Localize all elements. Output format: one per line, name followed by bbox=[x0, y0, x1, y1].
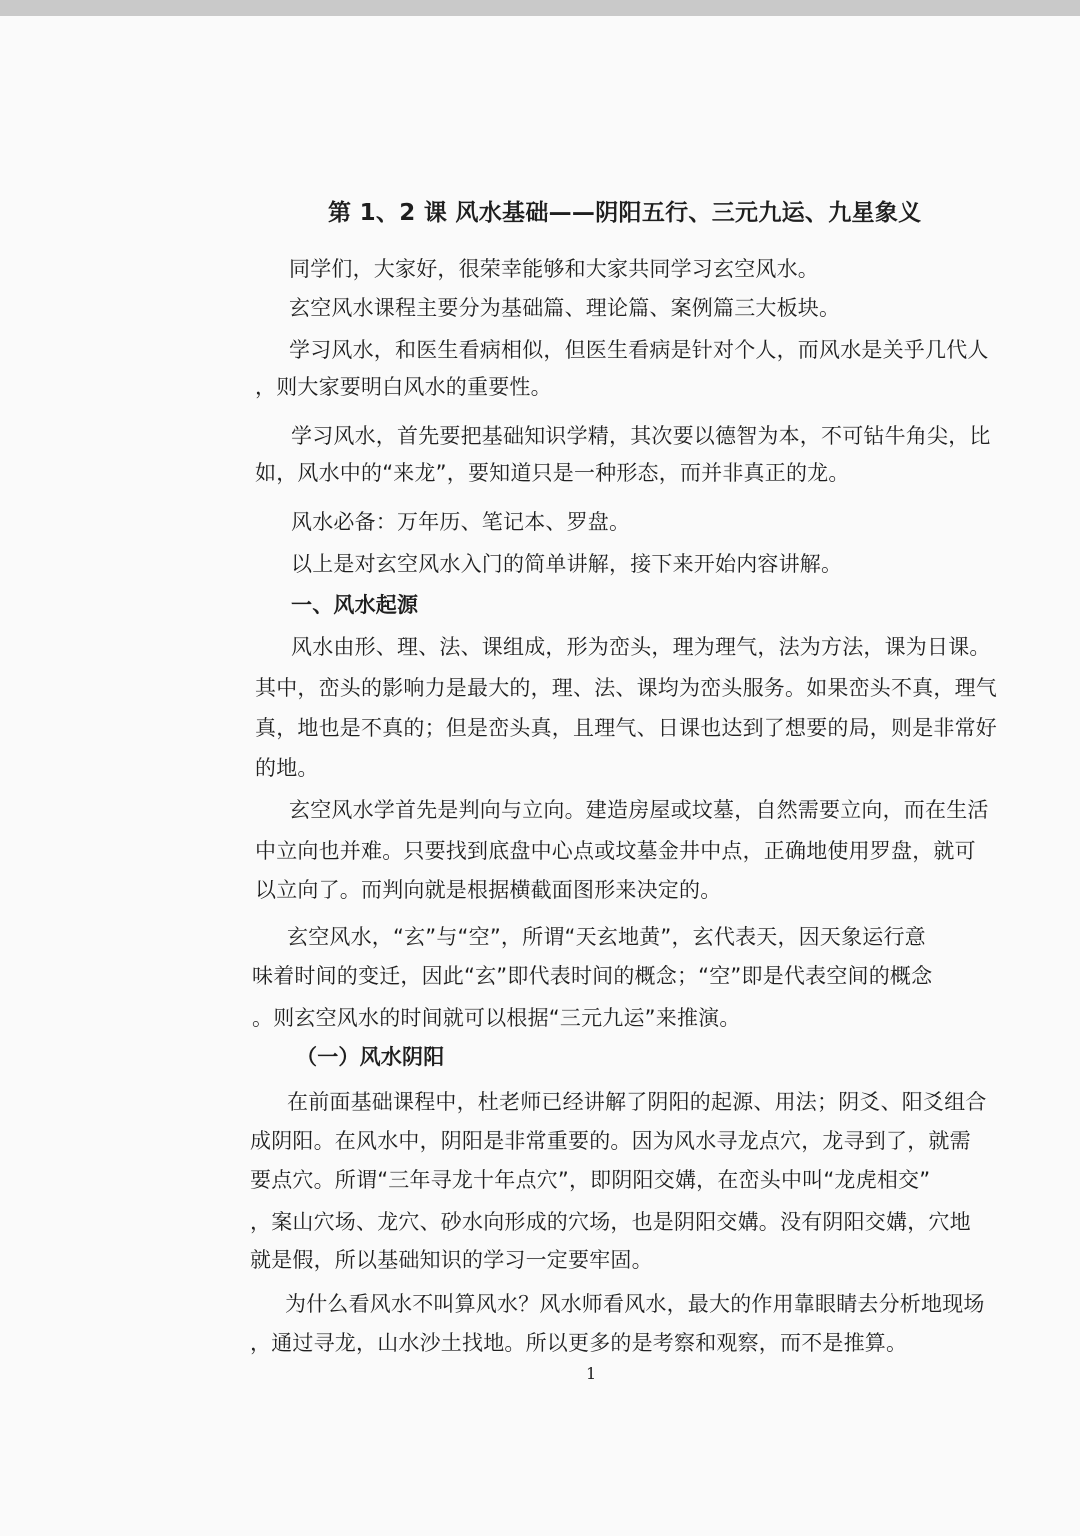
paragraph-line: 玄空风水，“玄”与“空”，所谓“天玄地黄”，玄代表天，因天象运行意 bbox=[287, 925, 926, 949]
paragraph-line: 就是假，所以基础知识的学习一定要牢固。 bbox=[250, 1248, 653, 1272]
subsection-heading: （一）风水阴阳 bbox=[296, 1045, 445, 1069]
paragraph-line: ，通过寻龙，山水沙土找地。所以更多的是考察和观察，而不是推算。 bbox=[250, 1331, 908, 1355]
paragraph-line: 玄空风水课程主要分为基础篇、理论篇、案例篇三大板块。 bbox=[289, 296, 841, 320]
paragraph-line: 如，风水中的“来龙”，要知道只是一种形态，而并非真正的龙。 bbox=[255, 461, 850, 485]
paragraph-line: ，案山穴场、龙穴、砂水向形成的穴场，也是阴阳交媾。没有阴阳交媾，穴地 bbox=[250, 1210, 971, 1234]
paragraph-line: 为什么看风水不叫算风水？风水师看风水，最大的作用靠眼睛去分析地现场 bbox=[285, 1292, 985, 1316]
paragraph-line: 。则玄空风水的时间就可以根据“三元九运”来推演。 bbox=[252, 1006, 741, 1030]
paragraph-line: 学习风水，首先要把基础知识学精，其次要以德智为本，不可钻牛角尖，比 bbox=[291, 424, 991, 448]
paragraph-line: 以上是对玄空风水入门的简单讲解，接下来开始内容讲解。 bbox=[291, 552, 843, 576]
paragraph-line: 学习风水，和医生看病相似，但医生看病是针对个人，而风水是关乎几代人 bbox=[289, 338, 989, 362]
page-number: 1 bbox=[586, 1364, 597, 1383]
scan-top-border bbox=[0, 0, 1080, 16]
lesson-title: 第 1、2 课 风水基础——阴阳五行、三元九运、九星象义 bbox=[328, 200, 922, 226]
paragraph-line: 成阴阳。在风水中，阴阳是非常重要的。因为风水寻龙点穴，龙寻到了，就需 bbox=[250, 1129, 971, 1153]
paragraph-line: 要点穴。所谓“三年寻龙十年点穴”，即阴阳交媾，在峦头中叫“龙虎相交” bbox=[250, 1168, 931, 1192]
paragraph-line: 同学们，大家好，很荣幸能够和大家共同学习玄空风水。 bbox=[289, 257, 819, 281]
paragraph-line: 在前面基础课程中，杜老师已经讲解了阴阳的起源、用法；阴爻、阳爻组合 bbox=[287, 1090, 987, 1114]
paragraph-line: 真，地也是不真的；但是峦头真，且理气、日课也达到了想要的局，则是非常好 bbox=[255, 716, 997, 740]
paragraph-line: 味着时间的变迁，因此“玄”即代表时间的概念；“空”即是代表空间的概念 bbox=[252, 964, 933, 988]
paragraph-line: ，则大家要明白风水的重要性。 bbox=[255, 375, 552, 399]
paragraph-line: 的地。 bbox=[255, 756, 319, 780]
paragraph-line: 风水由形、理、法、课组成，形为峦头，理为理气，法为方法，课为日课。 bbox=[291, 635, 991, 659]
paragraph-line: 玄空风水学首先是判向与立向。建造房屋或坟墓，自然需要立向，而在生活 bbox=[289, 798, 989, 822]
paragraph-line: 风水必备：万年历、笔记本、罗盘。 bbox=[291, 510, 631, 534]
paragraph-line: 其中，峦头的影响力是最大的，理、法、课均为峦头服务。如果峦头不真，理气 bbox=[255, 676, 997, 700]
section-heading: 一、风水起源 bbox=[291, 593, 419, 617]
paragraph-line: 中立向也并难。只要找到底盘中心点或坟墓金井中点，正确地使用罗盘，就可 bbox=[255, 839, 976, 863]
paragraph-line: 以立向了。而判向就是根据横截面图形来决定的。 bbox=[255, 878, 722, 902]
